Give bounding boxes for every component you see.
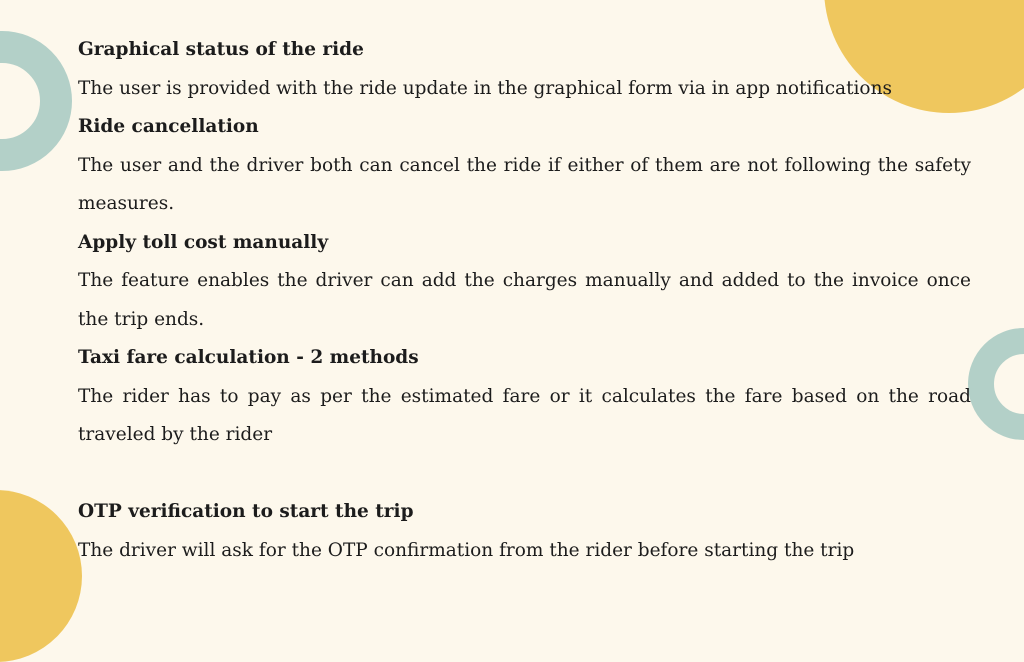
decorative-teal-ring-right [968,328,1024,440]
slide-content [78,31,971,570]
feature-heading-otp-verification: OTP verification to start the trip [78,501,414,522]
section-spacer [78,455,971,494]
feature-heading-graphical-status: Graphical status of the ride [78,39,364,60]
feature-description-toll-cost: The feature enables the driver can add the charges manually and added to the invoice once the trip ends. [78,270,971,330]
feature-description-graphical-status: The user is provided with the ride update in the graphical form via in app notifications [78,77,892,99]
feature-description-otp-verification: The driver will ask for the OTP confirmation from the rider before starting the trip [78,539,855,561]
feature-heading-toll-cost: Apply toll cost manually [78,231,329,253]
feature-description-fare-calculation: The rider has to pay as per the estimated fare or it calculates the fare based on the road traveled by the rider [78,385,971,445]
feature-heading-fare-calculation: Taxi fare calculation - 2 methods [78,347,419,368]
decorative-teal-ring-left [0,31,72,171]
feature-heading-ride-cancellation: Ride cancellation [78,116,259,137]
decorative-yellow-circle-bottom [0,490,82,662]
feature-description-ride-cancellation: The user and the driver both can cancel the ride if either of them are not following the safety measures. [78,154,971,214]
